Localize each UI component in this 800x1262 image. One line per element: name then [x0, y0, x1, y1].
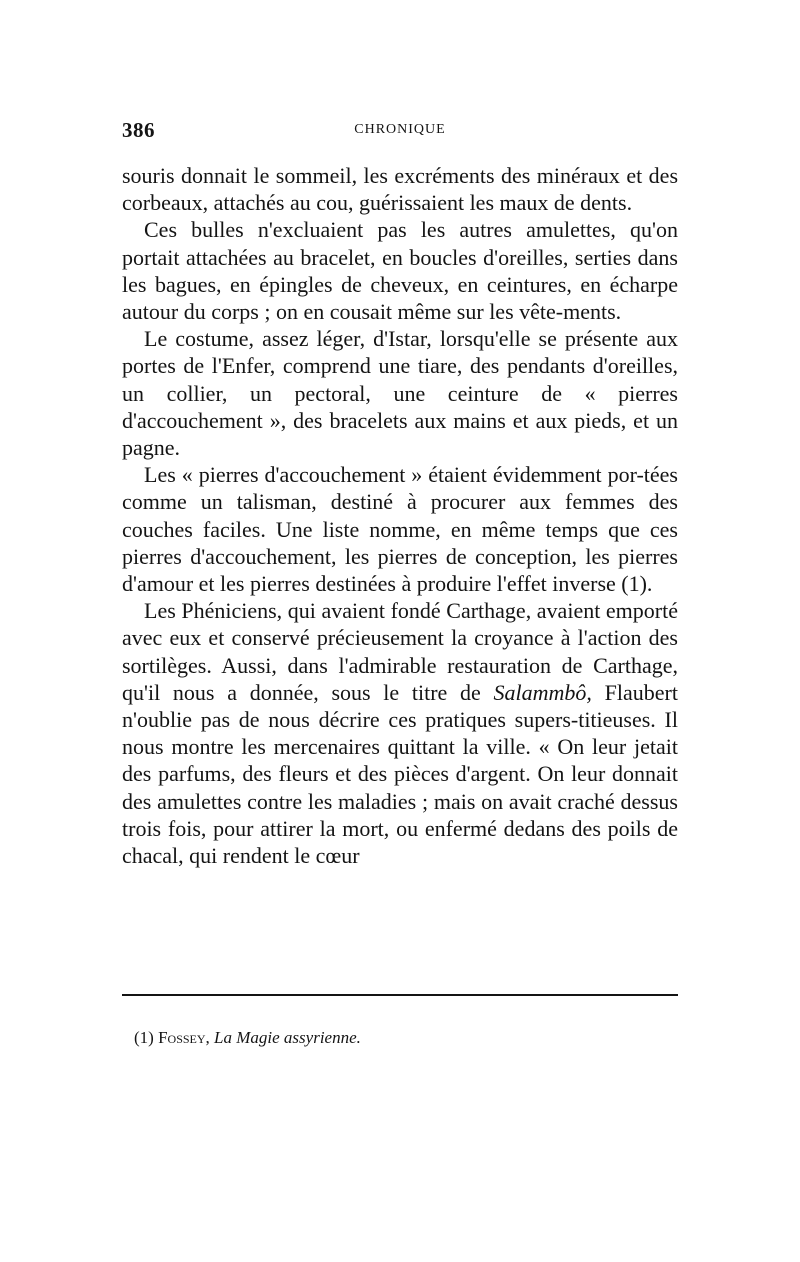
paragraph-text: Flaubert n'oublie pas de nous décrire ces pratiques supers-titieuses. Il nous montre les mercenaires quittant la ville. « On leur jetait des parfums, des fleurs et des pièces d'argent. On leur donnait des amulettes contre les maladies ; mais on avait craché dessus trois fois, pour attirer la mort, ou enfermé dedans des poils de chacal, qui rendent le cœur — [122, 679, 678, 869]
footnote-title: La Magie assyrienne. — [214, 1028, 361, 1047]
body-text — [122, 162, 678, 869]
running-title: CHRONIQUE — [354, 122, 446, 137]
footnote-marker: (1) — [134, 1028, 154, 1047]
page-header — [122, 118, 678, 148]
paragraph — [122, 597, 678, 869]
footnote — [134, 1027, 678, 1049]
paragraph: Le costume, assez léger, d'Istar, lorsqu'elle se présente aux portes de l'Enfer, comprend une tiare, des pendants d'oreilles, un collier, un pectoral, une ceinture de « pierres d'accouchement », des bracelets aux mains et aux pieds, et un pagne. — [122, 326, 678, 461]
footnote-author: Fossey, — [158, 1028, 210, 1047]
page-number: 386 — [122, 118, 155, 142]
book-title: Salammbô, — [493, 679, 592, 705]
paragraph: souris donnait le sommeil, les excréments des minéraux et des corbeaux, attachés au cou, guérissaient les maux de dents. — [122, 163, 678, 216]
paragraph: Les « pierres d'accouchement » étaient évidemment por-tées comme un talisman, destiné à procurer aux femmes des couches faciles. Une liste nomme, en même temps que ces pierres d'accouchement, les pierres de conception, les pierres d'amour et les pierres destinées à produire l'effet inverse (1). — [122, 462, 678, 597]
paragraph-text: Les Phéniciens, qui avaient fondé Carthage, avaient emporté avec eux et conservé précieusement la croyance à l'action des sortilèges. Aussi, dans l'admirable restauration de Carthage, qu'il nous a donnée, sous le titre de — [122, 598, 678, 705]
footnote-divider — [122, 994, 678, 996]
paragraph: Ces bulles n'excluaient pas les autres amulettes, qu'on portait attachées au bracelet, en boucles d'oreilles, serties dans les bagues, en épingles de cheveux, en ceintures, en écharpe autour du corps ; on en cousait même sur les vête-ments. — [122, 217, 678, 325]
